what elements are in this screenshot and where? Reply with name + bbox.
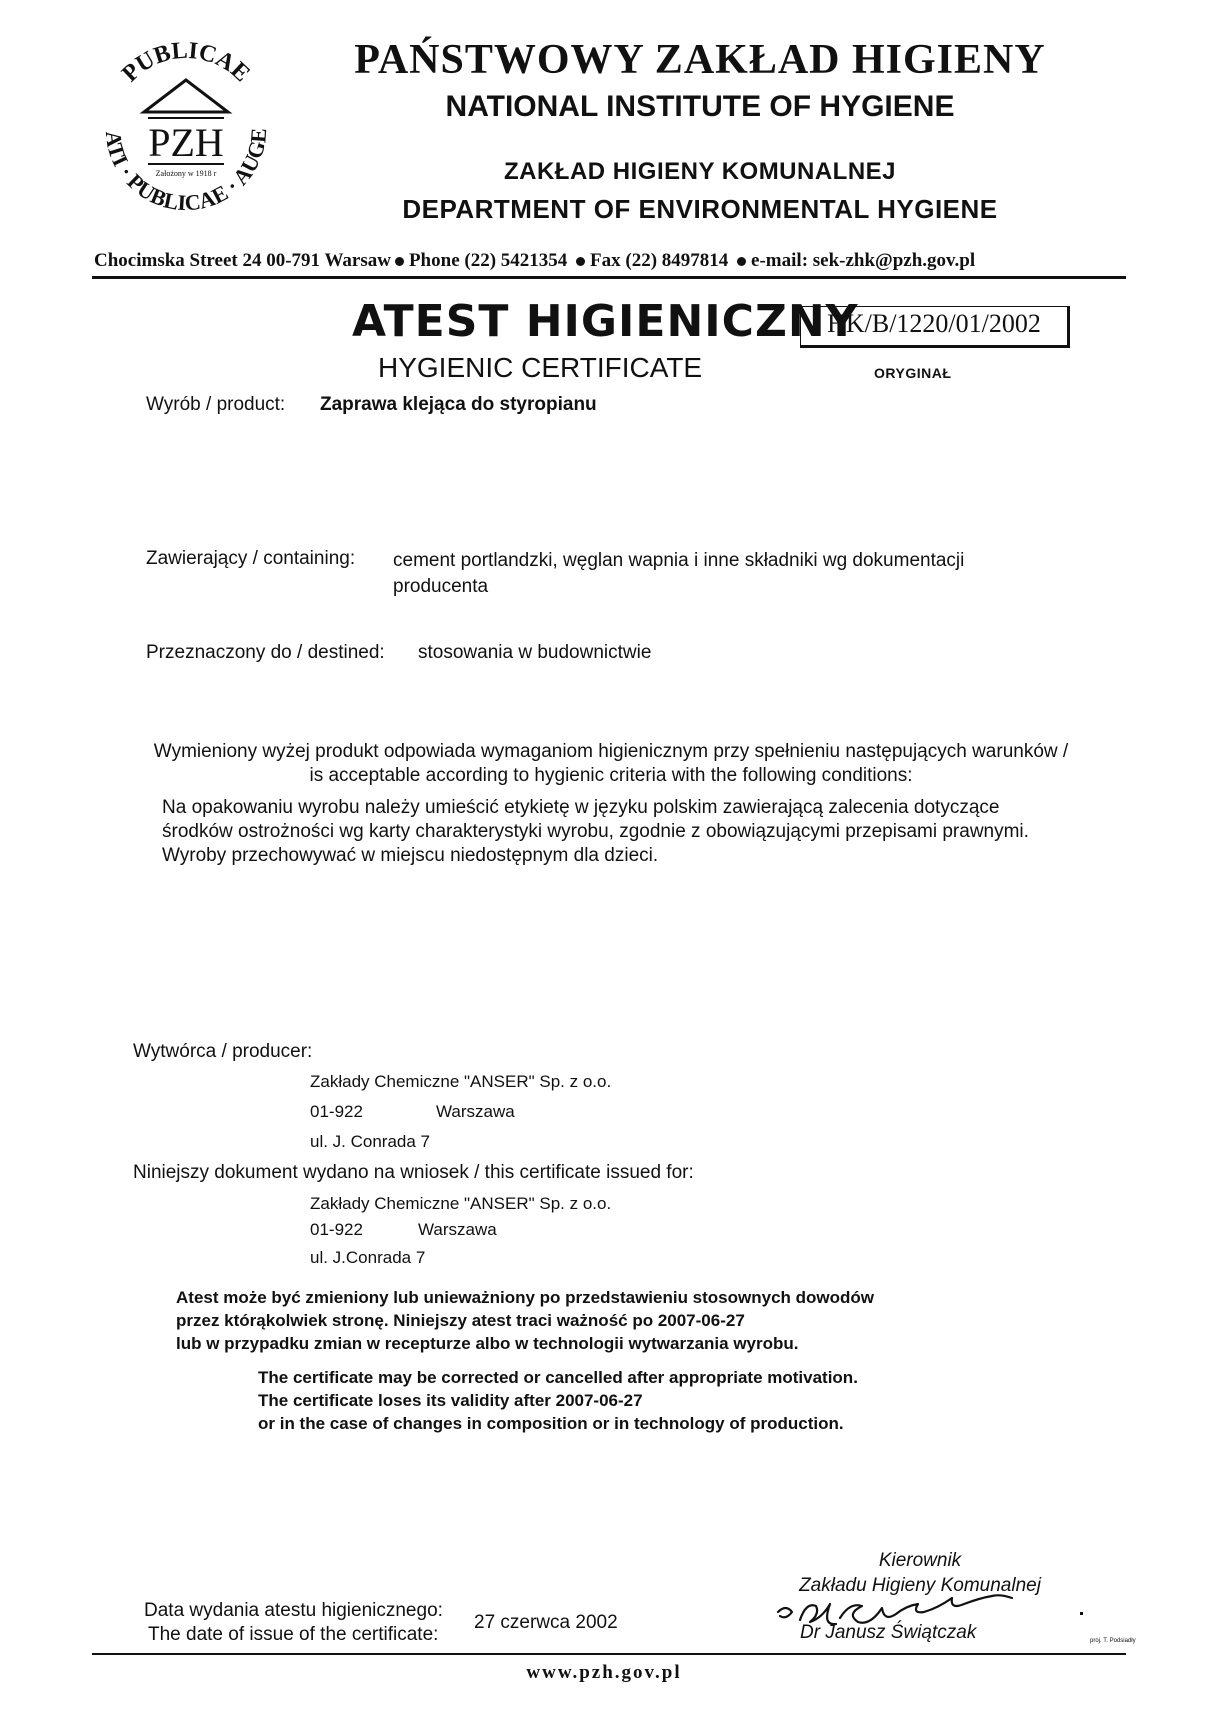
certificate-number: HK/B/1220/01/2002 <box>827 309 1041 338</box>
department-name-pl: ZAKŁAD HIGIENY KOMUNALNEJ <box>503 158 897 185</box>
signer-department: Zakładu Higieny Komunalnej <box>799 1575 1041 1596</box>
logo-abbreviation: PZH <box>148 120 224 165</box>
issued-for-label: Niniejszy dokument wydano na wniosek / this certificate issued for: <box>133 1162 694 1183</box>
producer-zip: 01-922 <box>310 1102 363 1121</box>
product-value: Zaprawa klejąca do styropianu <box>320 394 597 415</box>
dot-mark <box>1080 1612 1083 1615</box>
containing-label: Zawierający / containing: <box>146 548 356 569</box>
conditions-labeling: Na opakowaniu wyrobu należy umieścić etykietę w języku polskim zawierającą zalecenia dotyczące środków ostrożności wg karty charakterystyki wyrobu, zgodnie z obowiązującymi przepisami prawnymi. <box>162 797 1029 842</box>
design-credit: proj. T. Podsiadły <box>1090 1638 1136 1644</box>
logo-ring-bottom: ATI · PUBLICAE · AUGE <box>100 127 272 216</box>
producer-city: Warszawa <box>436 1102 515 1121</box>
issued-for-street: ul. J.Conrada 7 <box>310 1248 426 1267</box>
signer-title: Kierownik <box>878 1550 962 1571</box>
department-name-en: DEPARTMENT OF ENVIRONMENTAL HYGIENE <box>402 194 998 224</box>
email-address[interactable]: e-mail: sek-zhk@pzh.gov.pl <box>751 250 976 271</box>
bullet-icon <box>576 257 585 266</box>
certificate-number-box <box>800 306 1070 348</box>
website-link[interactable]: www.pzh.gov.pl <box>526 1662 682 1683</box>
certificate-title-pl: ATEST HIGIENICZNY <box>352 296 859 347</box>
header-divider <box>92 276 1126 279</box>
street-address: Chocimska Street 24 00-791 Warsaw <box>94 250 391 271</box>
validity-notice-pl <box>176 1286 996 1355</box>
signer-name: Dr Janusz Świątczak <box>800 1622 977 1643</box>
issue-date-value: 27 czerwca 2002 <box>474 1612 618 1633</box>
bullet-icon <box>737 257 746 266</box>
certificate-title-en: HYGIENIC CERTIFICATE <box>378 352 703 383</box>
producer-street: ul. J. Conrada 7 <box>310 1132 431 1151</box>
validity-notice-en <box>258 1366 1038 1435</box>
destined-label: Przeznaczony do / destined: <box>146 642 385 663</box>
producer-label: Wytwórca / producer: <box>133 1041 313 1062</box>
bullet-icon <box>395 257 404 266</box>
issued-for-zip: 01-922 <box>310 1220 363 1239</box>
issue-date-label-pl: Data wydania atestu higienicznego: <box>144 1600 443 1621</box>
footer-divider <box>92 1653 1126 1655</box>
institute-name-en: NATIONAL INSTITUTE OF HYGIENE <box>445 90 955 123</box>
validity-en-line: or in the case of changes in composition or in technology of production. <box>258 1414 844 1433</box>
conditions-text <box>162 796 1062 868</box>
original-stamp: ORYGINAŁ <box>874 365 952 381</box>
fax-number: Fax (22) 8497814 <box>590 250 729 271</box>
pzh-logo <box>86 30 286 230</box>
phone-number: Phone (22) 5421354 <box>408 250 568 271</box>
validity-en-line: The certificate may be corrected or cancelled after appropriate motivation. <box>258 1368 858 1387</box>
validity-en-line: The certificate loses its validity after 2007-06-27 <box>258 1391 643 1410</box>
logo-founded: Założony w 1918 r <box>155 169 217 178</box>
product-label: Wyrób / product: <box>146 394 286 415</box>
destined-value: stosowania w budownictwie <box>418 642 652 663</box>
validity-pl-line: Atest może być zmieniony lub unieważniony po przedstawieniu stosownych dowodów <box>176 1288 875 1307</box>
contact-line <box>94 250 1124 272</box>
institute-name-pl: PAŃSTWOWY ZAKŁAD HIGIENY <box>354 37 1046 83</box>
logo-ring-top: PUBLICAE <box>117 37 255 88</box>
producer-name: Zakłady Chemiczne "ANSER" Sp. z o.o. <box>310 1072 612 1091</box>
containing-value: cement portlandzki, węglan wapnia i inne składniki wg dokumentacji producenta <box>393 550 965 597</box>
issued-for-city: Warszawa <box>418 1220 497 1239</box>
conditions-intro: Wymieniony wyżej produkt odpowiada wymaganiom higienicznym przy spełnieniu następujących warunków / is acceptable according to hygienic criteria with the following conditions: <box>153 741 1069 786</box>
validity-pl-line: lub w przypadku zmian w recepturze albo w technologii wytwarzania wyrobu. <box>176 1334 799 1353</box>
issue-date-label-en: The date of issue of the certificate: <box>148 1624 439 1645</box>
validity-pl-line: przez którąkolwiek stronę. Niniejszy atest traci ważność po 2007-06-27 <box>176 1311 745 1330</box>
issued-for-name: Zakłady Chemiczne "ANSER" Sp. z o.o. <box>310 1194 612 1213</box>
conditions-storage: Wyroby przechowywać w miejscu niedostępnym dla dzieci. <box>162 845 659 866</box>
